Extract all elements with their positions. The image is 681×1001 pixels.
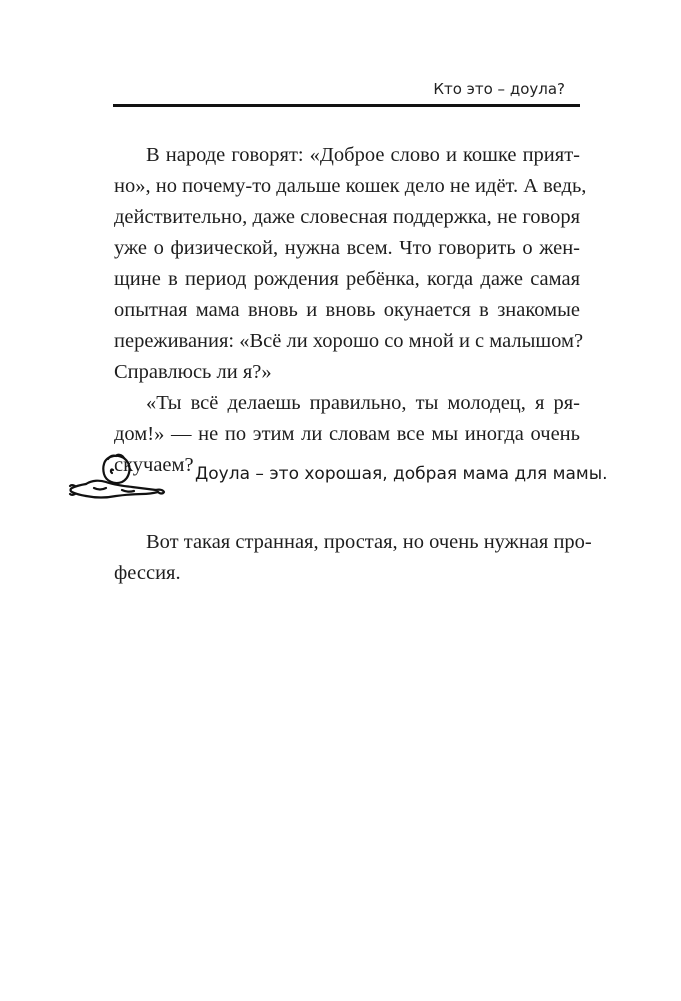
running-head-title: Кто это – доула? — [433, 80, 565, 98]
text-line: Вот такая странная, простая, но очень нужная про- — [146, 531, 592, 553]
text-line: действительно, даже словесная поддержка, не говоря — [114, 206, 580, 228]
crawling-baby-icon — [66, 452, 166, 510]
text-line: щине в период рождения ребёнка, когда даже самая — [114, 268, 580, 290]
header-rule — [113, 104, 580, 107]
text-line: В народе говорят: «Доброе слово и кошке прият- — [146, 144, 580, 166]
text-line: дом!» — не по этим ли словам все мы иногда очень — [114, 423, 580, 445]
callout-text: Доула – это хорошая, добрая мама для мамы. — [195, 464, 608, 484]
text-line: Справлюсь ли я?» — [114, 361, 272, 383]
text-line: опытная мама вновь и вновь окунается в знакомые — [114, 299, 580, 321]
text-line: скучаем? — [114, 454, 194, 476]
text-line: но», но почему-то дальше кошек дело не идёт. А ведь, — [114, 175, 587, 197]
text-line: уже о физической, нужна всем. Что говорить о жен- — [114, 237, 580, 259]
text-line: переживания: «Всё ли хорошо со мной и с малышом? — [114, 330, 584, 352]
text-line: фессия. — [114, 562, 181, 584]
main-text — [114, 140, 587, 481]
closing-text — [114, 527, 592, 589]
text-line: «Ты всё делаешь правильно, ты молодец, я ря- — [146, 392, 580, 414]
